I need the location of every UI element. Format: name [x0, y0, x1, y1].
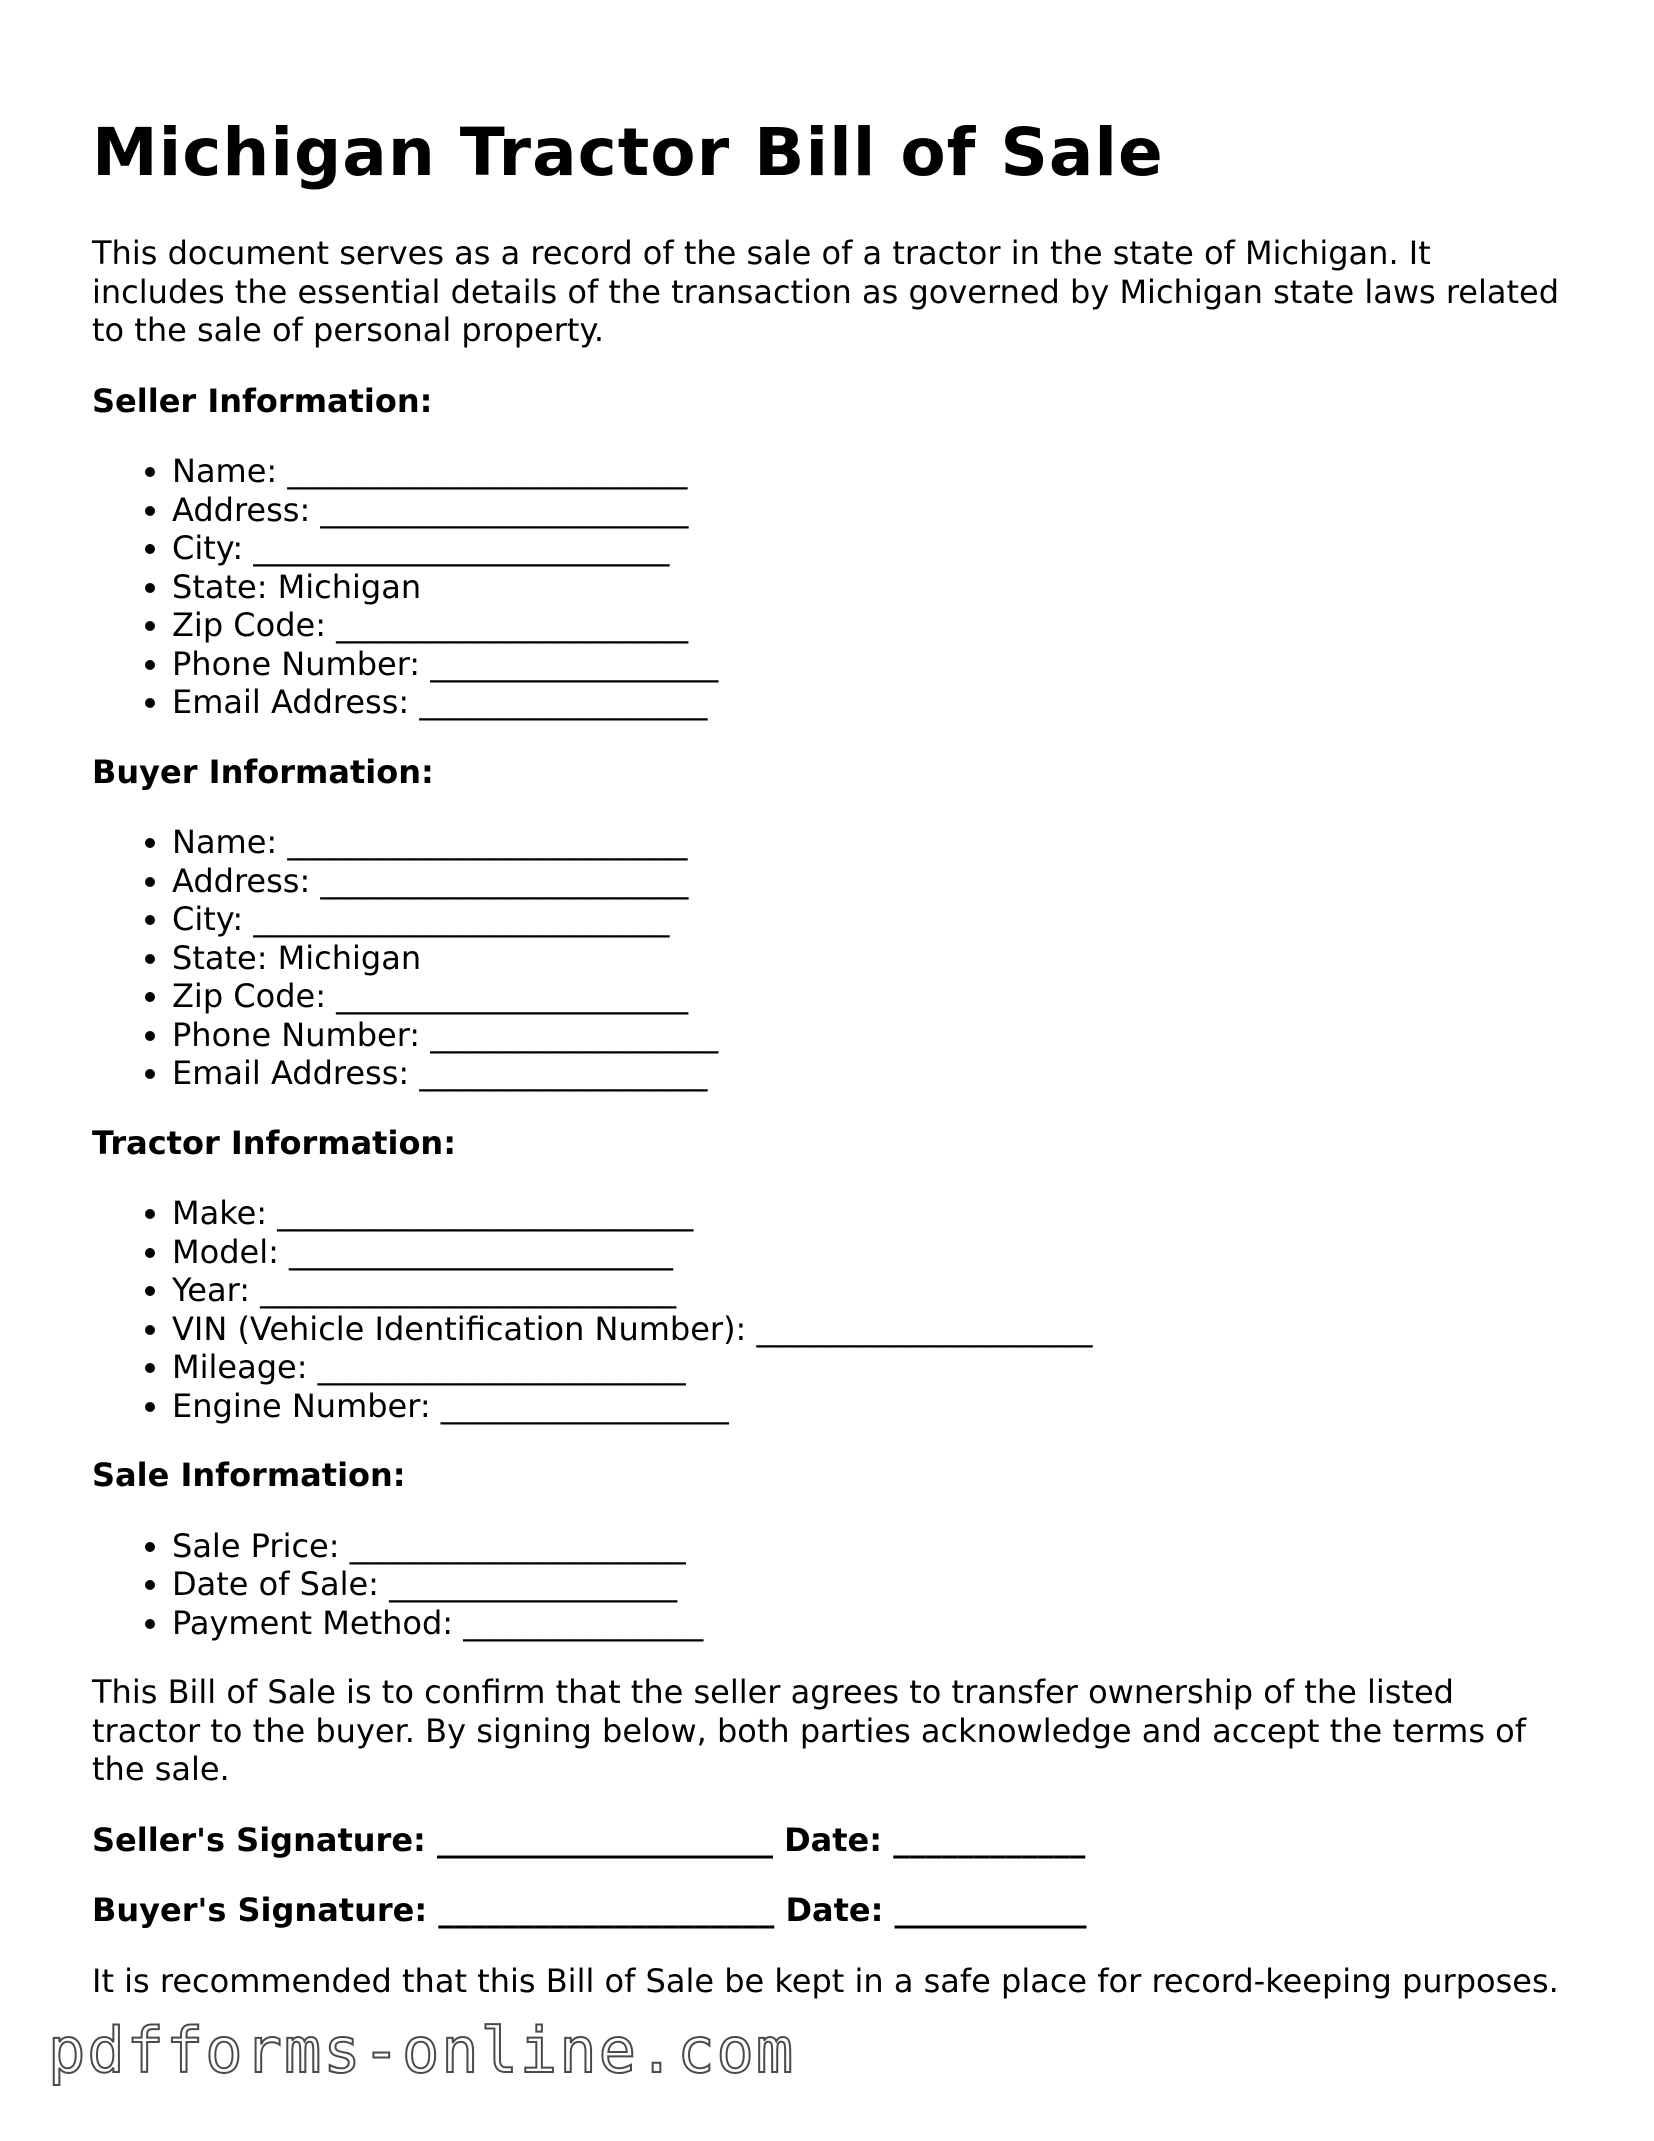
seller-heading: Seller Information: — [92, 381, 433, 420]
seller-phone-field: • Phone Number: __________________ — [172, 645, 1572, 684]
buyer-state-field: • State: Michigan — [172, 939, 1572, 978]
tractor-vin-field: • VIN (Vehicle Identification Number): _____________________ — [172, 1310, 1572, 1349]
watermark-text: pdfforms-online.com — [48, 2014, 796, 2087]
seller-name-field: • Name: _________________________ — [172, 452, 1572, 491]
tractor-section — [92, 1124, 1572, 1426]
sale-date-field: • Date of Sale: __________________ — [172, 1565, 1572, 1604]
intro-paragraph: This document serves as a record of the sale of a tractor in the state of Michigan. It includes the essential details of the transaction as governed by Michigan state laws related to the sale of personal property. — [92, 234, 1560, 349]
payment-method-field: • Payment Method: _______________ — [172, 1604, 1572, 1643]
buyer-signature-line: Buyer's Signature: _____________________ Date: ____________ — [92, 1891, 1087, 1929]
buyer-city-field: • City: __________________________ — [172, 900, 1572, 939]
buyer-address-field: • Address: _______________________ — [172, 862, 1572, 901]
buyer-phone-field: • Phone Number: __________________ — [172, 1016, 1572, 1055]
footer-note: It is recommended that this Bill of Sale be kept in a safe place for record-keeping purposes. — [92, 1961, 1559, 2000]
tractor-year-field: • Year: __________________________ — [172, 1271, 1572, 1310]
document-page — [92, 112, 1572, 2000]
seller-list — [92, 452, 1572, 722]
seller-email-field: • Email Address: __________________ — [172, 683, 1572, 722]
seller-city-field: • City: __________________________ — [172, 529, 1572, 568]
buyer-name-field: • Name: _________________________ — [172, 823, 1572, 862]
tractor-mileage-field: • Mileage: _______________________ — [172, 1348, 1572, 1387]
closing-paragraph: This Bill of Sale is to confirm that the seller agrees to transfer ownership of the listed tractor to the buyer. By signing below, both parties acknowledge and accept the terms of the sale. — [92, 1673, 1527, 1788]
seller-state-field: • State: Michigan — [172, 568, 1572, 607]
buyer-zip-field: • Zip Code: ______________________ — [172, 977, 1572, 1016]
buyer-section — [92, 753, 1572, 1093]
seller-zip-field: • Zip Code: ______________________ — [172, 606, 1572, 645]
tractor-list — [92, 1194, 1572, 1425]
tractor-make-field: • Make: __________________________ — [172, 1194, 1572, 1233]
tractor-model-field: • Model: ________________________ — [172, 1233, 1572, 1272]
sale-heading: Sale Information: — [92, 1456, 406, 1494]
tractor-engine-number-field: • Engine Number: __________________ — [172, 1387, 1572, 1426]
buyer-list — [92, 823, 1572, 1093]
buyer-email-field: • Email Address: __________________ — [172, 1054, 1572, 1093]
tractor-heading: Tractor Information: — [92, 1123, 456, 1162]
sale-list — [92, 1527, 1572, 1643]
buyer-heading: Buyer Information: — [92, 752, 434, 791]
seller-signature-line: Seller's Signature: _____________________ Date: ____________ — [92, 1820, 1086, 1859]
sale-price-field: • Sale Price: _____________________ — [172, 1527, 1572, 1566]
page-title: Michigan Tractor Bill of Sale — [92, 114, 1164, 191]
seller-section — [92, 382, 1572, 722]
seller-address-field: • Address: _______________________ — [172, 491, 1572, 530]
sale-section — [92, 1456, 1572, 1642]
